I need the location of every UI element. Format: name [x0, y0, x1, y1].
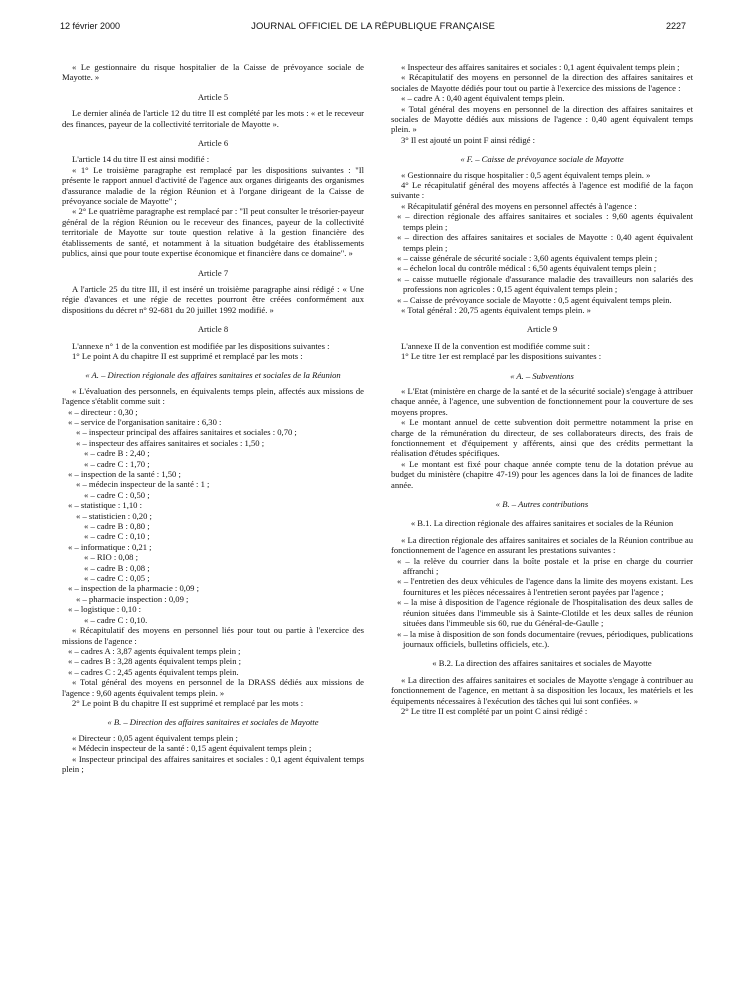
paragraph: « Récapitulatif général des moyens en personnel affectés à l'agence : — [401, 200, 637, 211]
list-item: « – cadre C : 0,05 ; — [84, 573, 150, 584]
paragraph: « Gestionnaire du risque hospitalier : 0,5 agent équivalent temps plein. » — [401, 169, 651, 180]
section-heading: Article 9 — [526, 324, 558, 335]
paragraph: 1° Le point A du chapitre II est supprimé et remplacé par les mots : — [72, 350, 303, 361]
section-heading: Article 6 — [197, 138, 229, 149]
paragraph: « Le montant est fixé pour chaque année compte tenu de la dotation prévue au budget du ministère (chapitre 47-19) pour les agences dans la loi de finances de ladite année. — [391, 458, 693, 490]
paragraph: L'annexe II de la convention est modifiée comme suit : — [401, 340, 590, 351]
section-heading: « B.1. La direction régionale des affaires sanitaires et sociales de la Réunion — [410, 518, 674, 529]
journal-title: JOURNAL OFFICIEL DE LA RÉPUBLIQUE FRANÇAISE — [251, 21, 495, 32]
paragraph: 3° Il est ajouté un point F ainsi rédigé : — [401, 134, 535, 145]
list-item: « – cadre C : 0,10 ; — [84, 531, 150, 542]
list-item: « – échelon local du contrôle médical : 6,50 agents équivalent temps plein ; — [397, 263, 657, 274]
list-item: « – service de l'organisation sanitaire : 6,30 : — [68, 416, 222, 427]
paragraph: 2° Le point B du chapitre II est supprimé et remplacé par les mots : — [72, 697, 304, 708]
paragraph: « Récapitulatif des moyens en personnel de la direction des affaires sanitaires et sociales de Mayotte dédiés pour tout ou partie à l'exercice des missions de l'agence : — [391, 72, 693, 93]
paragraph: « Récapitulatif des moyens en personnel liés pour tout ou partie à l'exercice des missions de l'agence : — [62, 625, 364, 646]
list-item: « – cadre B : 0,08 ; — [84, 562, 150, 573]
list-item: « – médecin inspecteur de la santé : 1 ; — [76, 479, 210, 490]
list-item: « – inspection de la santé : 1,50 ; — [68, 469, 181, 479]
list-item: « – direction régionale des affaires sanitaires et sociales : 9,60 agents équivalent temps plein ; — [397, 211, 693, 232]
section-heading: « A. – Direction régionale des affaires sanitaires et sociales de la Réunion — [85, 370, 341, 381]
paragraph: L'annexe n° 1 de la convention est modifiée par les dispositions suivantes : — [72, 340, 330, 351]
list-item: « – cadre C : 0,50 ; — [84, 489, 150, 500]
list-item: « – logistique : 0,10 : — [68, 604, 142, 615]
section-heading: « B.2. La direction des affaires sanitaires et sociales de Mayotte — [432, 658, 652, 669]
list-item: « – cadres B : 3,28 agents équivalent temps plein ; — [68, 656, 242, 667]
paragraph: « Médecin inspecteur de la santé : 0,15 agent équivalent temps plein ; — [72, 743, 312, 754]
list-item: « – la mise à disposition de l'agence régionale de l'hospitalisation des deux salles de réunion situées dans l'immeuble sis à Sainte-Clotilde et les deux salles de réunion situées dans l'immeuble sis 60, rue du Général-de-Gaulle ; — [397, 597, 693, 629]
list-item: « – cadres C : 2,45 agents équivalent temps plein. — [68, 666, 239, 677]
section-heading: « B. – Autres contributions — [495, 499, 589, 510]
paragraph: « 2° Le quatrième paragraphe est remplacé par : "Il peut consulter le trésorier-payeur général de la région Réunion ou le receveur des finances, payeur de la collectivité territoriale de Mayotte sur toute question relative à la gestion financière des établissements de santé, et notamment à la situation budgétaire des établissements publics, ainsi que pour toute expertise économique et financière dans ce domaine". » — [62, 206, 364, 259]
list-item: « – la mise à disposition de son fonds documentaire (revues, périodiques, publications journaux officiels, bulletins officiels, etc.). — [397, 628, 693, 649]
paragraph: « Inspecteur des affaires sanitaires et sociales : 0,1 agent équivalent temps plein ; — [401, 62, 680, 72]
list-item: « – cadre C : 1,70 ; — [84, 458, 150, 469]
paragraph: 4° Le récapitulatif général des moyens affectés à l'agence est modifié de la façon suivante : — [391, 180, 693, 201]
list-item: « – cadres A : 3,87 agents équivalent temps plein ; — [68, 645, 241, 656]
section-heading: « A. – Subventions — [510, 370, 574, 381]
section-heading: Article 5 — [197, 91, 229, 102]
section-heading: « B. – Direction des affaires sanitaires et sociales de Mayotte — [107, 717, 319, 728]
list-item: « – caisse générale de sécurité sociale : 3,60 agents équivalent temps plein ; — [397, 252, 658, 263]
left-column — [62, 62, 364, 774]
paragraph: « La direction des affaires sanitaires et sociales de Mayotte s'engage à contribuer au fonctionnement de l'agence, en mettant à sa disposition les locaux, les matériels et les équipements nécessaires à l'exécution des tâches qui lui sont confiées. » — [391, 674, 693, 706]
page-header — [60, 21, 686, 35]
section-heading: Article 7 — [197, 267, 229, 278]
list-item: « – pharmacie inspection : 0,09 ; — [76, 593, 189, 604]
paragraph: « L'Etat (ministère en charge de la santé et de la sécurité sociale) s'engage à attribuer chaque année, à l'agence, une subvention de fonctionnement pour la couverture de ses moyens propres. — [391, 385, 693, 417]
section-heading: Article 8 — [197, 324, 229, 335]
paragraph: « Total général : 20,75 agents équivalent temps plein. » — [401, 304, 591, 315]
paragraph: « Total général des moyens en personnel de la direction des affaires sanitaires et sociales de Mayotte dédiés aux missions de l'agence : 0,40 agent équivalent temps plein. » — [391, 103, 693, 135]
list-item: « – directeur : 0,30 ; — [68, 406, 138, 417]
paragraph: « 1° Le troisième paragraphe est remplacé par les dispositions suivantes : "Il présente le rapport annuel d'activité de l'agence aux organes dirigeants des organismes d'assurance maladie de la région Réunion et à l'organe dirigeant de la Caisse de prévoyance sociale de Mayotte" ; — [62, 164, 364, 207]
list-item: « – statistique : 1,10 : — [68, 500, 142, 511]
list-item: « – cadre C : 0,10. — [84, 614, 148, 625]
list-item: « – inspection de la pharmacie : 0,09 ; — [68, 583, 200, 594]
list-item: « – cadre B : 0,80 ; — [84, 521, 150, 532]
paragraph: L'article 14 du titre II est ainsi modifié : — [72, 154, 210, 165]
paragraph: 1° Le titre 1er est remplacé par les dispositions suivantes : — [401, 351, 602, 362]
paragraph: Le dernier alinéa de l'article 12 du titre II est complété par les mots : « et le receveur des finances, payeur de la collectivité territoriale de Mayotte ». — [62, 108, 364, 129]
paragraph: « L'évaluation des personnels, en équivalents temps plein, affectés aux missions de l'agence s'établit comme suit : — [62, 385, 364, 407]
section-heading: « F. – Caisse de prévoyance sociale de Mayotte — [460, 154, 624, 165]
list-item: « – cadre B : 2,40 ; — [84, 448, 150, 459]
paragraph: « La direction régionale des affaires sanitaires et sociales de la Réunion contribue au fonctionnement de l'agence en assurant les prestations suivantes : — [391, 534, 693, 556]
paragraph: « Inspecteur principal des affaires sanitaires et sociales : 0,1 agent équivalent temps plein ; — [62, 753, 364, 774]
list-item: « – inspecteur principal des affaires sanitaires et sociales : 0,70 ; — [76, 427, 297, 438]
paragraph: 2° Le titre II est complété par un point C ainsi rédigé : — [401, 705, 588, 716]
list-item: « – direction des affaires sanitaires et sociales de Mayotte : 0,40 agent équivalent temps plein ; — [397, 232, 693, 253]
list-item: « – informatique : 0,21 ; — [68, 541, 152, 552]
paragraph: « Le montant annuel de cette subvention doit permettre notamment la prise en charge de la rémunération du directeur, de ses collaborateurs directs, des frais de fonctionnement et d'équipement y afférents, ainsi que des crédits permettant la réalisation d'études spécifiques. — [391, 417, 693, 459]
list-item: « – statisticien : 0,20 ; — [76, 510, 152, 521]
right-column — [391, 62, 693, 716]
paragraph: « Total général des moyens en personnel de la DRASS dédiés aux missions de l'agence : 9,60 agents équivalent temps plein. » — [62, 677, 364, 698]
page-number: 2227 — [665, 21, 686, 31]
paragraph: A l'article 25 du titre III, il est inséré un troisième paragraphe ainsi rédigé : « Une régie d'avances et une régie de recettes pourront être créées conformément aux dispositions du décret n° 92-681 du 20 juillet 1992 modifié. » — [62, 283, 364, 315]
header-date: 12 février 2000 — [60, 21, 121, 31]
paragraph: « – cadre A : 0,40 agent équivalent temps plein. — [401, 93, 565, 104]
list-item: « – RIO : 0,08 ; — [84, 552, 138, 563]
list-item: « – la relève du courrier dans la boîte postale et la prise en charge du courrier affranchi ; — [397, 555, 693, 577]
paragraph: « Directeur : 0,05 agent équivalent temps plein ; — [72, 732, 238, 743]
list-item: « – caisse mutuelle régionale d'assurance maladie des travailleurs non salariés des professions non agricoles : 0,15 agent équivalent temps plein ; — [397, 273, 693, 295]
list-item: « – Caisse de prévoyance sociale de Mayotte : 0,5 agent équivalent temps plein. — [397, 294, 672, 305]
list-item: « – inspecteur des affaires sanitaires et sociales : 1,50 ; — [76, 437, 265, 448]
paragraph: « Le gestionnaire du risque hospitalier de la Caisse de prévoyance sociale de Mayotte. » — [62, 62, 364, 83]
list-item: « – l'entretien des deux véhicules de l'agence dans la limite des moyens existant. Les fournitures et les pièces nécessaires à l'entretien seront payées par l'agence ; — [397, 576, 693, 597]
